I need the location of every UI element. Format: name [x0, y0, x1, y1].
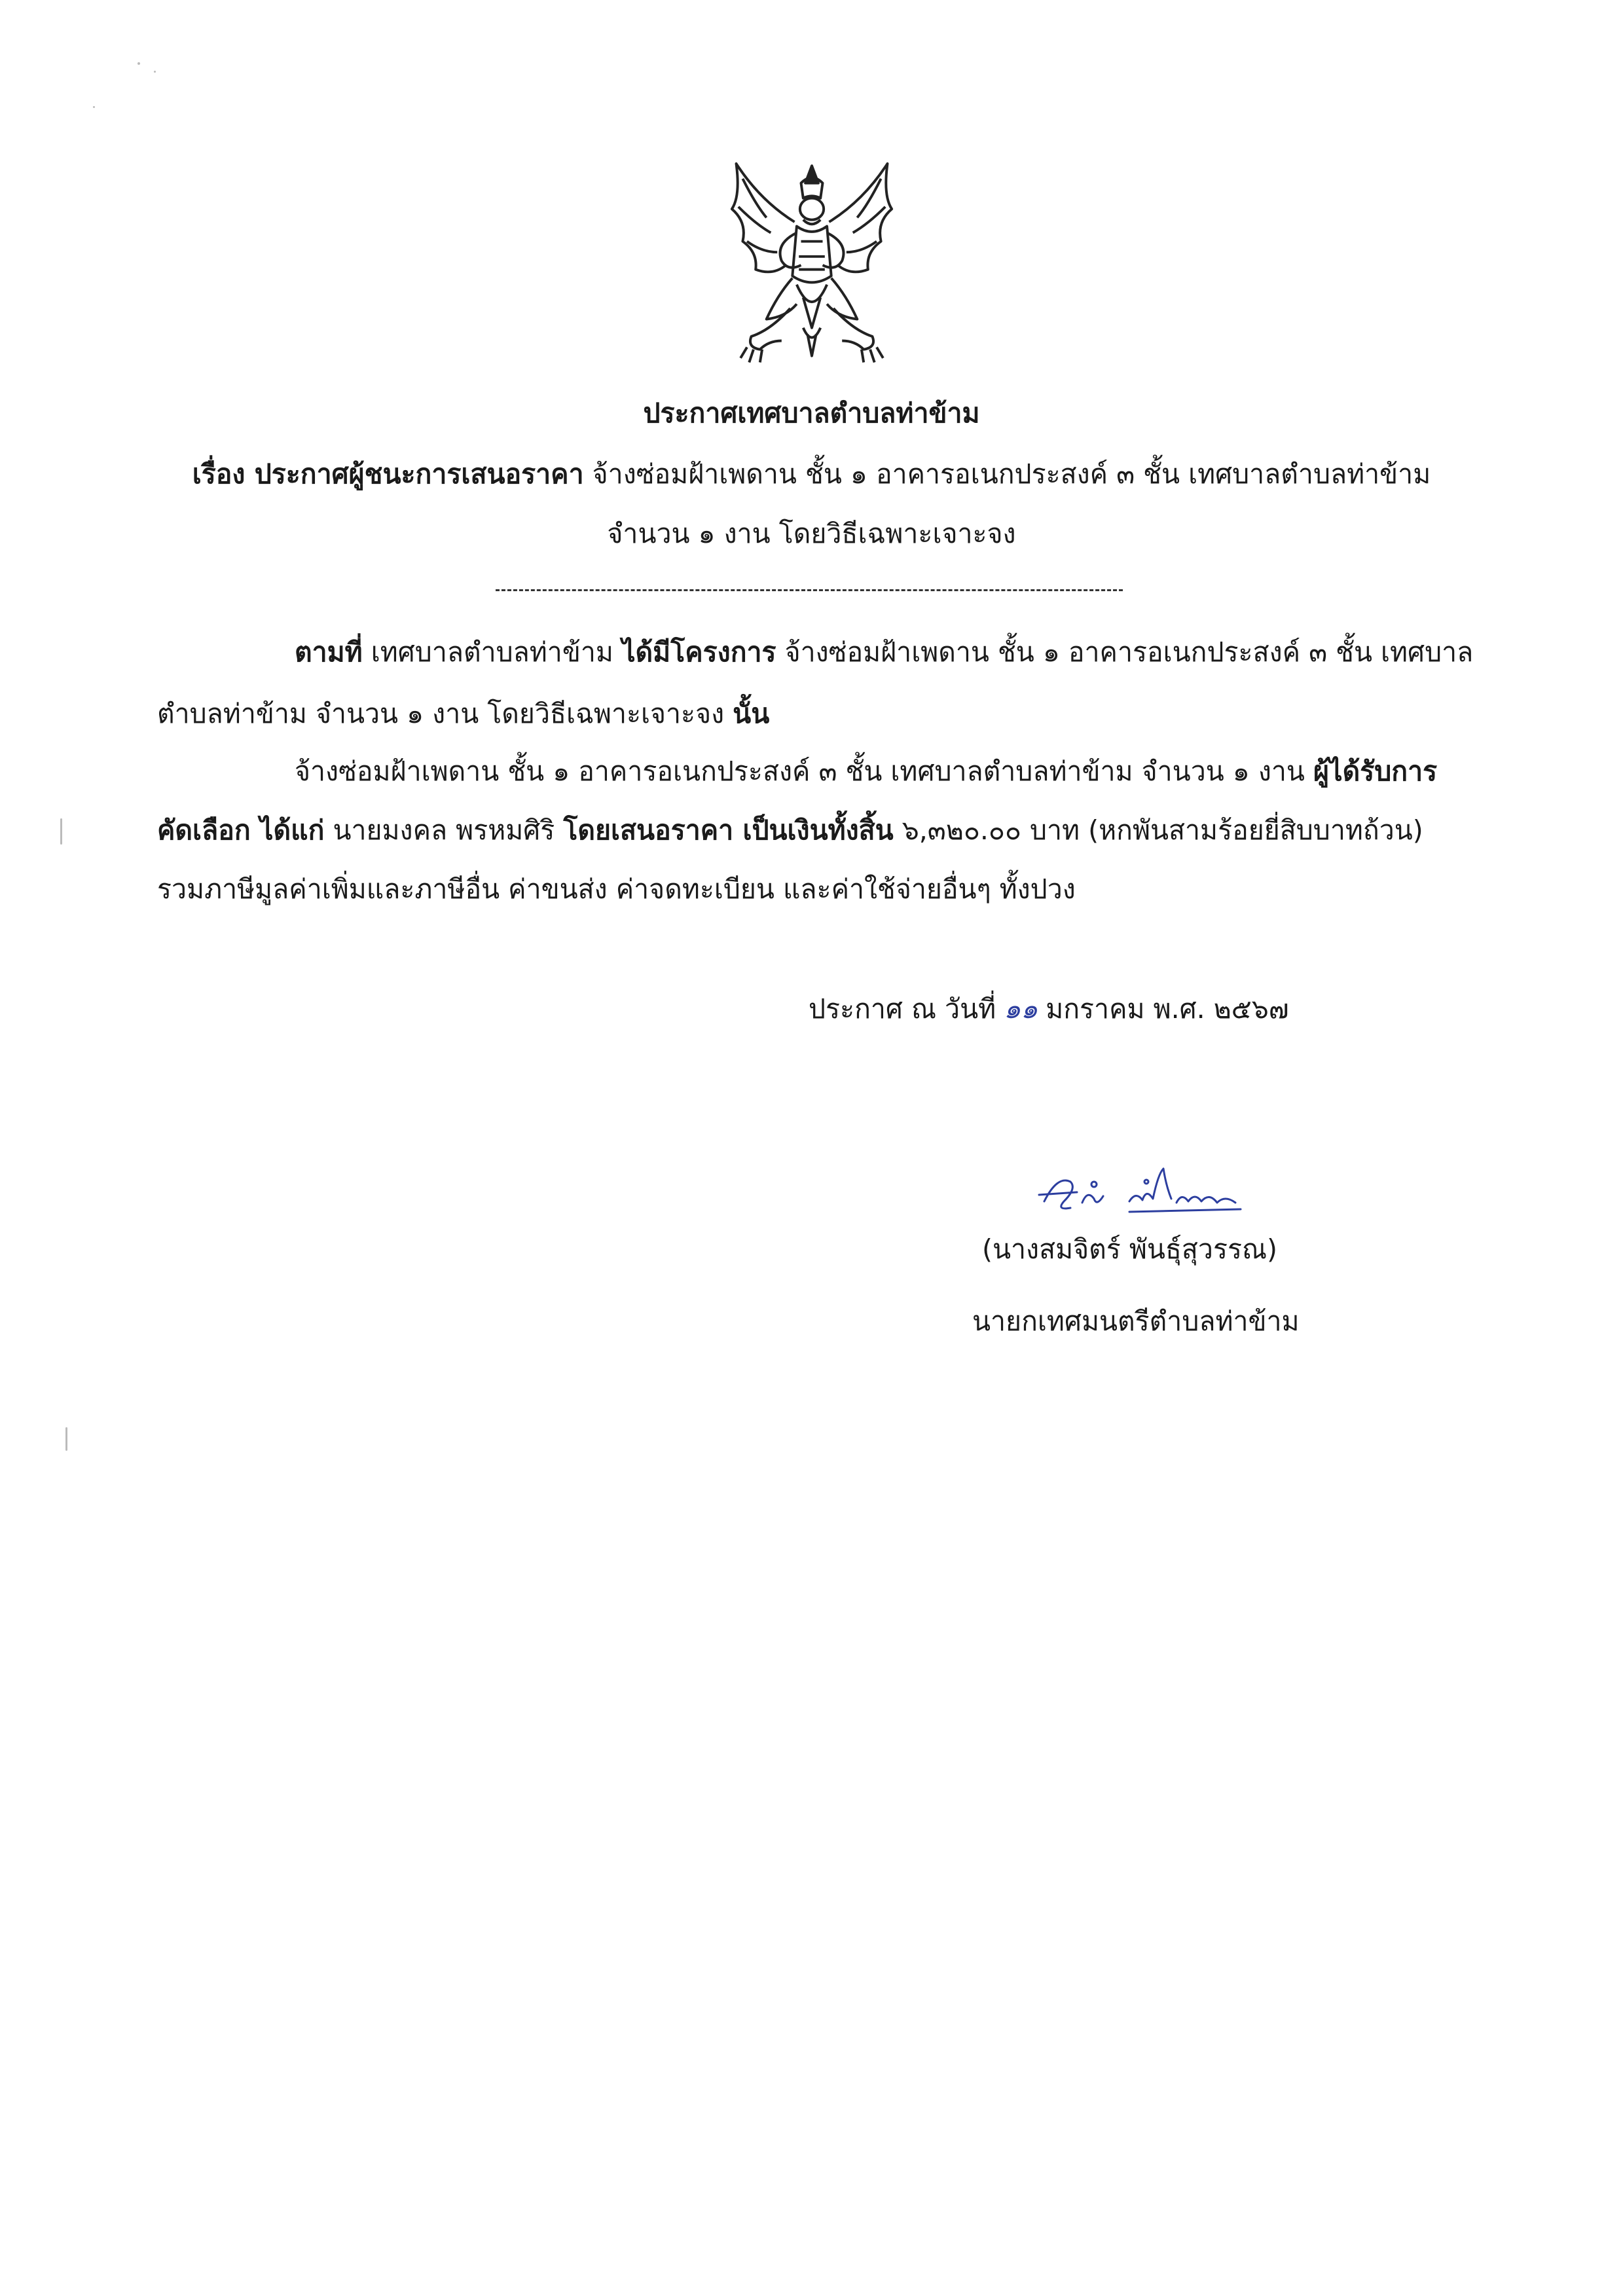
p1-text-municipality: เทศบาลตำบลท่าข้าม: [362, 636, 622, 668]
announcement-date: [809, 991, 1289, 1027]
paragraph-1-line-1: [295, 634, 1473, 670]
date-day: ๑๑: [1004, 993, 1038, 1025]
p2-label-selection: คัดเลือก ได้แก่: [157, 814, 325, 846]
subject-line-2: จำนวน ๑ งาน โดยวิธีเฉพาะเจาะจง: [607, 518, 1016, 549]
p1-text-project: จ้างซ่อมฝ้าเพดาน ชั้น ๑ อาคารอเนกประสงค์ ๓ ชั้น เทศบาล: [776, 636, 1474, 668]
p2-label-selected: ผู้ได้รับการ: [1313, 756, 1438, 787]
p1-label-that: นั้น: [733, 698, 770, 729]
p2-text-work: จ้างซ่อมฝ้าเพดาน ชั้น ๑ อาคารอเนกประสงค์ ๓ ชั้น: [295, 756, 883, 787]
date-month-year: มกราคม พ.ศ. ๒๕๖๗: [1046, 993, 1289, 1025]
scan-speck: [60, 818, 62, 845]
paragraph-2-line-1: [295, 753, 1437, 790]
announcement-title: ประกาศเทศบาลตำบลท่าข้าม: [643, 397, 980, 429]
p1-text-continued: ตำบลท่าข้าม จำนวน ๑ งาน โดยวิธีเฉพาะเจาะจง: [157, 698, 733, 729]
scan-speck: [154, 71, 156, 73]
scan-speck: [137, 62, 140, 65]
p2-text-winner: นายมงคล พรหมศิริ: [324, 814, 564, 846]
paragraph-1-line-2: [157, 695, 769, 732]
handwritten-signature: [1031, 1156, 1260, 1228]
date-prefix: ประกาศ ณ วันที่: [809, 993, 996, 1025]
dashed-divider: [496, 589, 1123, 591]
scan-speck: [93, 106, 95, 108]
scan-speck: [65, 1427, 67, 1451]
subject-text: จ้างซ่อมฝ้าเพดาน ชั้น ๑ อาคารอเนกประสงค์ ๓ ชั้น เทศบาลตำบลท่าข้าม: [592, 458, 1431, 490]
p1-label-project: ได้มีโครงการ: [621, 636, 776, 668]
paragraph-2-line-2: [157, 812, 1423, 848]
p2-text-amount: ๖,๓๒๐.๐๐ บาท (หกพันสามร้อยยี่สิบบาทถ้วน): [893, 814, 1423, 846]
signer-title: นายกเทศมนตรีตำบลท่าข้าม: [972, 1305, 1300, 1337]
subject-line-1: [0, 456, 1623, 492]
subject-label: เรื่อง ประกาศผู้ชนะการเสนอราคา: [192, 458, 584, 490]
p2-label-price: โดยเสนอราคา เป็นเงินทั้งสิ้น: [563, 814, 894, 846]
signer-name: (นางสมจิตร์ พันธุ์สุวรรณ): [982, 1233, 1278, 1265]
paragraph-2-line-3: รวมภาษีมูลค่าเพิ่มและภาษีอื่น ค่าขนส่ง ค่าจดทะเบียน และค่าใช้จ่ายอื่นๆ ทั้งปวง: [157, 873, 1076, 905]
p2-text-municipality: เทศบาลตำบลท่าข้าม จำนวน ๑ งาน: [882, 756, 1313, 787]
p1-label-according: ตามที่: [295, 636, 363, 668]
garuda-emblem-icon: [704, 157, 920, 373]
